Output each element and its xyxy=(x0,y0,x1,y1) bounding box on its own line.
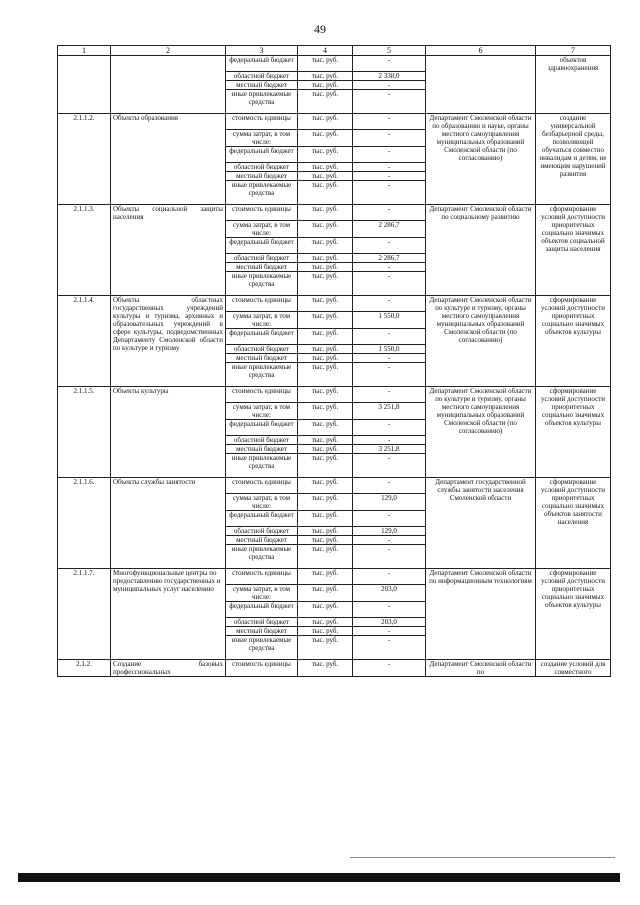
amount: - xyxy=(353,545,426,569)
amount: - xyxy=(353,363,426,387)
funding-label: иные привлекаемые средства xyxy=(226,272,298,296)
unit: тыс. руб. xyxy=(298,254,353,263)
table-row xyxy=(58,569,611,585)
amount: - xyxy=(353,238,426,254)
funding-label: областной бюджет xyxy=(226,436,298,445)
funding-label: иные привлекаемые средства xyxy=(226,636,298,660)
unit: тыс. руб. xyxy=(298,527,353,536)
unit: тыс. руб. xyxy=(298,181,353,205)
unit: тыс. руб. xyxy=(298,511,353,527)
funding-label: стоимость единицы xyxy=(226,569,298,585)
funding-label: федеральный бюджет xyxy=(226,602,298,618)
funding-label: федеральный бюджет xyxy=(226,511,298,527)
measure-number xyxy=(58,56,111,114)
funding-label: сумма затрат, в том числе: xyxy=(226,403,298,420)
unit: тыс. руб. xyxy=(298,445,353,454)
funding-label: иные привлекаемые средства xyxy=(226,454,298,478)
table-row xyxy=(58,114,611,130)
unit: тыс. руб. xyxy=(298,403,353,420)
amount: - xyxy=(353,436,426,445)
unit: тыс. руб. xyxy=(298,569,353,585)
header-cell: 3 xyxy=(226,46,298,56)
measure-object: Объекты службы занятости xyxy=(111,478,226,569)
funding-label: местный бюджет xyxy=(226,81,298,90)
funding-label: областной бюджет xyxy=(226,163,298,172)
unit: тыс. руб. xyxy=(298,221,353,238)
measure-object: Объекты культуры xyxy=(111,387,226,478)
measure-number: 2.1.1.6. xyxy=(58,478,111,569)
expected-result: создание универсальной безбарьерной среды, позволяющей обучаться совместно инвалидам и детям, не имеющим нарушений развития xyxy=(536,114,611,205)
funding-label: областной бюджет xyxy=(226,254,298,263)
amount: 129,0 xyxy=(353,527,426,536)
funding-label: местный бюджет xyxy=(226,536,298,545)
measure-number: 2.1.1.4. xyxy=(58,296,111,387)
amount: - xyxy=(353,263,426,272)
unit: тыс. руб. xyxy=(298,420,353,436)
measure-number: 2.1.2. xyxy=(58,660,111,677)
funding-label: сумма затрат, в том числе: xyxy=(226,312,298,329)
funding-label: областной бюджет xyxy=(226,345,298,354)
amount: 129,0 xyxy=(353,494,426,511)
funding-label: федеральный бюджет xyxy=(226,56,298,72)
expected-result: объектов здравоохранения xyxy=(536,56,611,114)
amount: - xyxy=(353,329,426,345)
header-cell: 4 xyxy=(298,46,353,56)
unit: тыс. руб. xyxy=(298,329,353,345)
measure-object: Многофункциональные центры по предоставлению государственных и муниципальных услуг населению xyxy=(111,569,226,660)
page-number: 49 xyxy=(314,22,326,36)
funding-label: областной бюджет xyxy=(226,618,298,627)
amount: - xyxy=(353,478,426,494)
funding-label: иные привлекаемые средства xyxy=(226,363,298,387)
unit: тыс. руб. xyxy=(298,163,353,172)
funding-label: стоимость единицы xyxy=(226,205,298,221)
expected-result: сформирование условий доступности приоритетных социально значимых объектов занятости населения xyxy=(536,478,611,569)
amount: 2 286,7 xyxy=(353,254,426,263)
unit: тыс. руб. xyxy=(298,81,353,90)
amount: - xyxy=(353,205,426,221)
table-row xyxy=(58,205,611,221)
header-cell: 2 xyxy=(111,46,226,56)
funding-label: местный бюджет xyxy=(226,172,298,181)
measure-number: 2.1.1.3. xyxy=(58,205,111,296)
measure-object: Создание базовых профессиональных xyxy=(111,660,226,677)
header-cell: 6 xyxy=(426,46,536,56)
amount: 203,0 xyxy=(353,618,426,627)
funding-label: федеральный бюджет xyxy=(226,147,298,163)
unit: тыс. руб. xyxy=(298,536,353,545)
unit: тыс. руб. xyxy=(298,454,353,478)
executor: Департамент государственной службы занятости населения Смоленской области xyxy=(426,478,536,569)
header-cell: 1 xyxy=(58,46,111,56)
funding-label: федеральный бюджет xyxy=(226,329,298,345)
executor: Департамент Смоленской области по культуре и туризму, органы местного самоуправления муниципальных образований Смоленской области (по согласованию) xyxy=(426,387,536,478)
amount: 1 550,0 xyxy=(353,312,426,329)
unit: тыс. руб. xyxy=(298,114,353,130)
unit: тыс. руб. xyxy=(298,436,353,445)
funding-label: местный бюджет xyxy=(226,627,298,636)
expected-result: сформирование условий доступности приоритетных социально значимых объектов социальной защиты населения xyxy=(536,205,611,296)
unit: тыс. руб. xyxy=(298,263,353,272)
expected-result: создание условий для совместного xyxy=(536,660,611,677)
measure-object xyxy=(111,56,226,114)
amount: - xyxy=(353,296,426,312)
table-row xyxy=(58,478,611,494)
amount: - xyxy=(353,536,426,545)
amount: - xyxy=(353,511,426,527)
executor: Департамент Смоленской области по социальному развитию xyxy=(426,205,536,296)
funding-label: сумма затрат, в том числе: xyxy=(226,494,298,511)
expected-result: сформирование условий доступности приоритетных социально значимых объектов культуры xyxy=(536,569,611,660)
amount: - xyxy=(353,354,426,363)
funding-label: иные привлекаемые средства xyxy=(226,90,298,114)
amount: - xyxy=(353,130,426,147)
amount: - xyxy=(353,602,426,618)
header-cell: 5 xyxy=(353,46,426,56)
measure-object: Объекты образования xyxy=(111,114,226,205)
funding-label: стоимость единицы xyxy=(226,114,298,130)
unit: тыс. руб. xyxy=(298,585,353,602)
amount: - xyxy=(353,420,426,436)
expected-result: сформирование условий доступности приоритетных социально значимых объектов культуры xyxy=(536,387,611,478)
executor xyxy=(426,56,536,114)
amount: - xyxy=(353,627,426,636)
header-cell: 7 xyxy=(536,46,611,56)
measure-number: 2.1.1.5. xyxy=(58,387,111,478)
amount: - xyxy=(353,387,426,403)
measure-object: Объекты областных государственных учреждений культуры и туризма, архивных и образовательных учреждений в сфере культуры, подведомственных Департаменту Смоленской области по культуре и туризму xyxy=(111,296,226,387)
unit: тыс. руб. xyxy=(298,172,353,181)
amount: - xyxy=(353,90,426,114)
unit: тыс. руб. xyxy=(298,56,353,72)
amount: - xyxy=(353,636,426,660)
amount: - xyxy=(353,272,426,296)
funding-label: сумма затрат, в том числе: xyxy=(226,221,298,238)
funding-label: стоимость единицы xyxy=(226,296,298,312)
funding-label: местный бюджет xyxy=(226,354,298,363)
unit: тыс. руб. xyxy=(298,130,353,147)
amount: 3 251,8 xyxy=(353,403,426,420)
funding-label: федеральный бюджет xyxy=(226,420,298,436)
funding-label: иные привлекаемые средства xyxy=(226,545,298,569)
amount: 203,0 xyxy=(353,585,426,602)
executor: Департамент Смоленской области по культуре и туризму, органы местного самоуправления муниципальных образований Смоленской области (по согласованию) xyxy=(426,296,536,387)
unit: тыс. руб. xyxy=(298,363,353,387)
unit: тыс. руб. xyxy=(298,618,353,627)
unit: тыс. руб. xyxy=(298,296,353,312)
funding-label: местный бюджет xyxy=(226,263,298,272)
funding-label: стоимость единицы xyxy=(226,387,298,403)
funding-label: местный бюджет xyxy=(226,445,298,454)
table-row xyxy=(58,296,611,312)
unit: тыс. руб. xyxy=(298,90,353,114)
unit: тыс. руб. xyxy=(298,345,353,354)
table-row xyxy=(58,56,611,72)
unit: тыс. руб. xyxy=(298,72,353,81)
amount: - xyxy=(353,81,426,90)
unit: тыс. руб. xyxy=(298,627,353,636)
funding-label: сумма затрат, в том числе: xyxy=(226,585,298,602)
funding-label: стоимость единицы xyxy=(226,660,298,677)
executor: Департамент Смоленской области по информационным технологиям xyxy=(426,569,536,660)
unit: тыс. руб. xyxy=(298,636,353,660)
funding-label: областной бюджет xyxy=(226,72,298,81)
funding-label: областной бюджет xyxy=(226,527,298,536)
measure-number: 2.1.1.2. xyxy=(58,114,111,205)
unit: тыс. руб. xyxy=(298,272,353,296)
amount: - xyxy=(353,56,426,72)
funding-label: стоимость единицы xyxy=(226,478,298,494)
measure-object: Объекты социальной защиты населения xyxy=(111,205,226,296)
table-row xyxy=(58,660,611,677)
unit: тыс. руб. xyxy=(298,660,353,677)
scan-edge-bar xyxy=(18,873,620,882)
unit: тыс. руб. xyxy=(298,205,353,221)
measures-table xyxy=(57,45,611,677)
amount: - xyxy=(353,454,426,478)
header-row xyxy=(58,46,611,56)
footer-rule xyxy=(350,857,615,858)
unit: тыс. руб. xyxy=(298,602,353,618)
unit: тыс. руб. xyxy=(298,312,353,329)
amount: 1 550,0 xyxy=(353,345,426,354)
amount: - xyxy=(353,181,426,205)
amount: - xyxy=(353,147,426,163)
expected-result: сформирование условий доступности приоритетных социально значимых объектов культуры xyxy=(536,296,611,387)
amount: 2 286,7 xyxy=(353,221,426,238)
amount: - xyxy=(353,163,426,172)
unit: тыс. руб. xyxy=(298,494,353,511)
unit: тыс. руб. xyxy=(298,387,353,403)
amount: - xyxy=(353,114,426,130)
amount: - xyxy=(353,569,426,585)
executor: Департамент Смоленской области по образованию и науке, органы местного самоуправления муниципальных образований Смоленской области (по согласованию) xyxy=(426,114,536,205)
amount: 3 251,8 xyxy=(353,445,426,454)
table-row xyxy=(58,387,611,403)
executor: Департамент Смоленской области по xyxy=(426,660,536,677)
funding-label: федеральный бюджет xyxy=(226,238,298,254)
unit: тыс. руб. xyxy=(298,354,353,363)
measure-number: 2.1.1.7. xyxy=(58,569,111,660)
amount: - xyxy=(353,660,426,677)
unit: тыс. руб. xyxy=(298,147,353,163)
unit: тыс. руб. xyxy=(298,545,353,569)
unit: тыс. руб. xyxy=(298,238,353,254)
amount: 2 338,0 xyxy=(353,72,426,81)
funding-label: иные привлекаемые средства xyxy=(226,181,298,205)
unit: тыс. руб. xyxy=(298,478,353,494)
amount: - xyxy=(353,172,426,181)
funding-label: сумма затрат, в том числе: xyxy=(226,130,298,147)
